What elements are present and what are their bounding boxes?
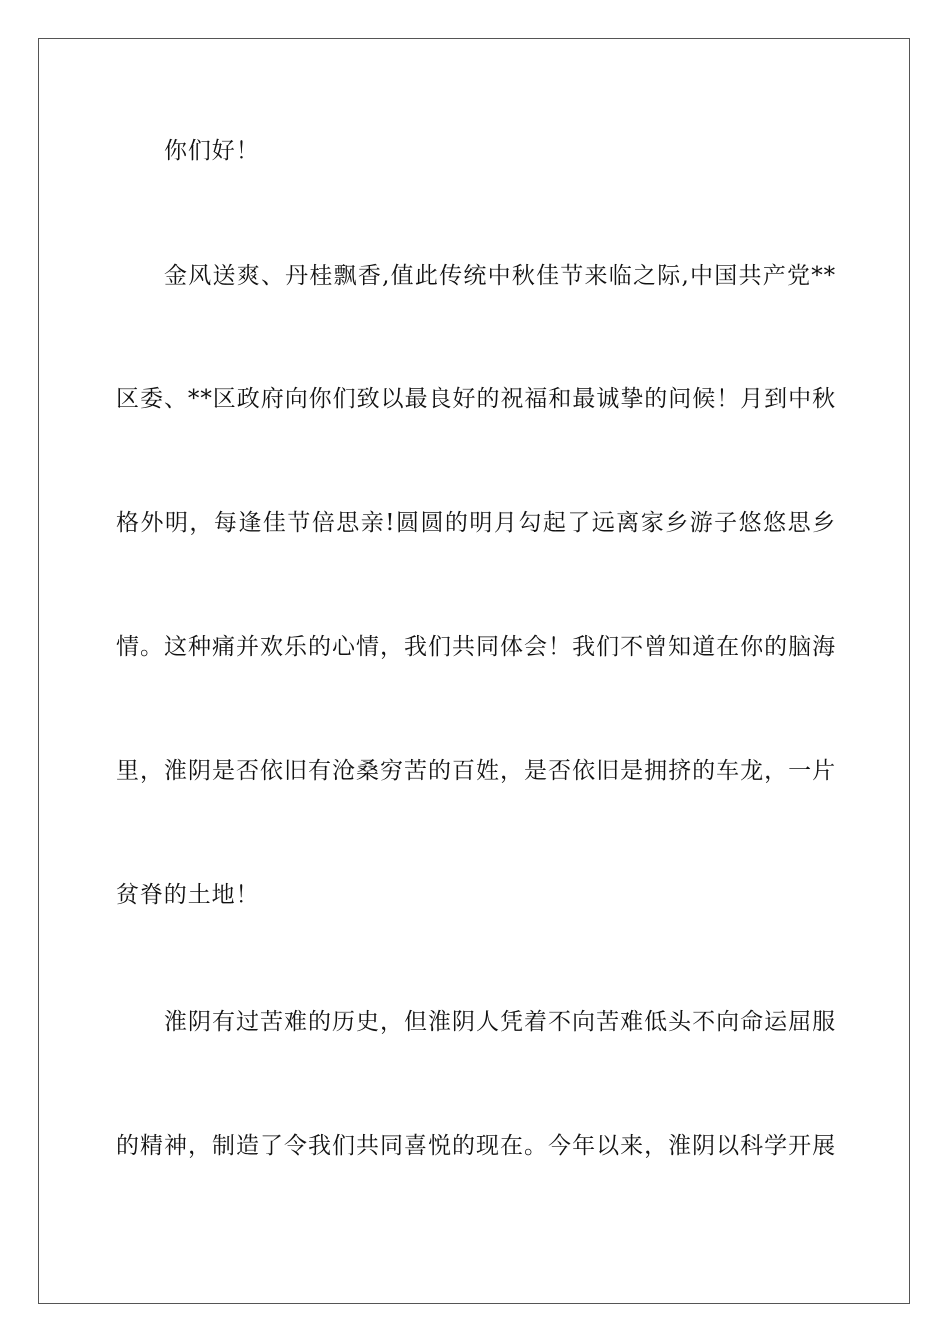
greeting-line: 你们好！ <box>164 138 260 164</box>
page-frame <box>38 38 910 1304</box>
paragraph-1-line-5: 里，淮阴是否依旧有沧桑穷苦的百姓，是否依旧是拥挤的车龙，一片 <box>116 758 836 784</box>
paragraph-1-line-2: 区委、**区政府向你们致以最良好的祝福和最诚挚的问候！月到中秋 <box>116 386 836 412</box>
paragraph-1-line-4: 情。这种痛并欢乐的心情，我们共同体会！我们不曾知道在你的脑海 <box>116 634 836 660</box>
paragraph-2-line-1: 淮阴有过苦难的历史，但淮阴人凭着不向苦难低头不向命运屈服 <box>164 1009 836 1035</box>
paragraph-1-line-6: 贫脊的土地！ <box>116 882 260 908</box>
paragraph-2-line-2: 的精神，制造了令我们共同喜悦的现在。今年以来，淮阴以科学开展 <box>116 1133 836 1159</box>
paragraph-1-line-1: 金风送爽、丹桂飘香,值此传统中秋佳节来临之际,中国共产党** <box>164 263 836 289</box>
paragraph-1-line-3: 格外明，每逢佳节倍思亲!圆圆的明月勾起了远离家乡游子悠悠思乡 <box>116 510 836 536</box>
